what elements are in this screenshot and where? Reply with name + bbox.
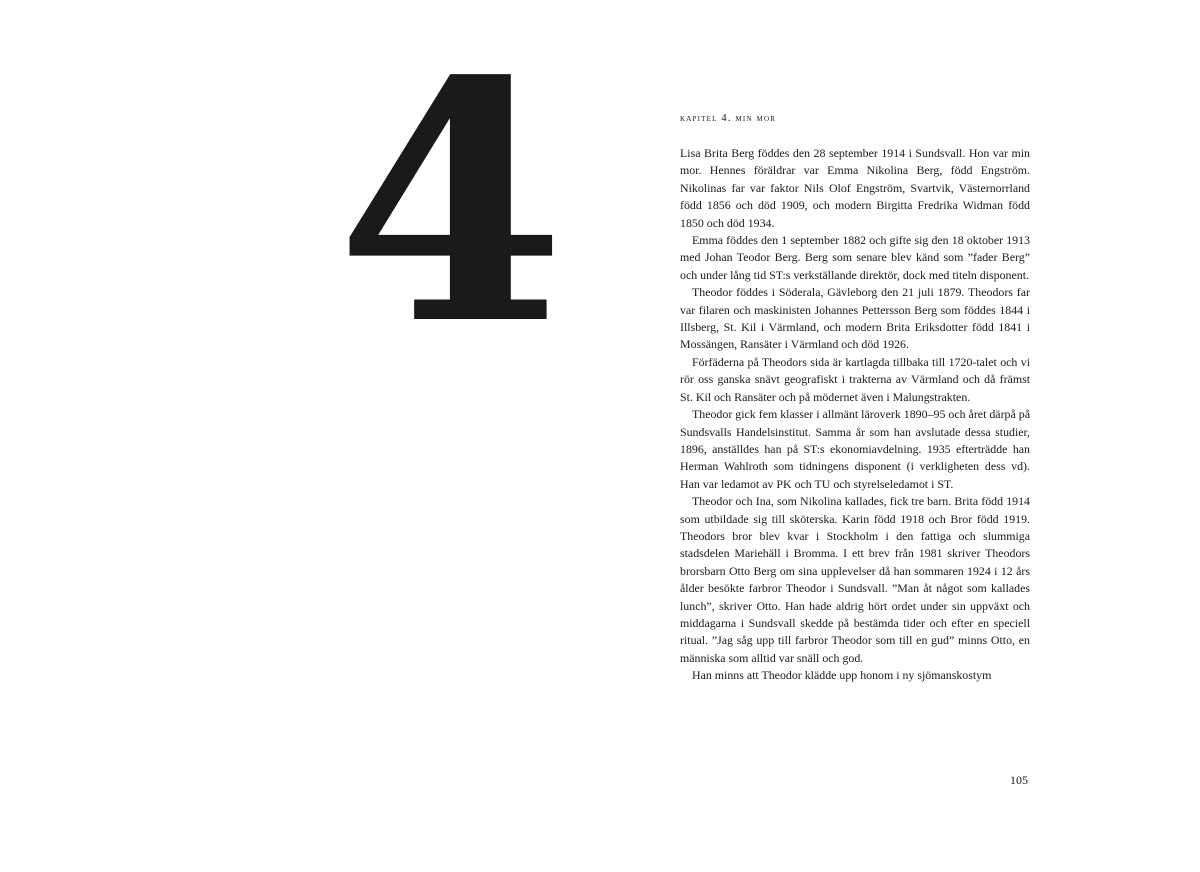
paragraph: Theodor och Ina, som Nikolina kallades, fick tre barn. Brita född 1914 som utbildade sig till sköterska. Karin född 1918 och Bror född 1919. Theodors bror blev kvar i Stockholm i den fattiga och slummiga stadsdelen Mariehäll i Bromma. I ett brev från 1981 skriver Theodors brorsbarn Otto Berg om sina upplevelser då han sommaren 1924 i 12 års ålder besökte farbror Theodor i Sundsvall. ”Man åt något som kallades lunch”, skriver Otto. Han hade aldrig hört ordet under sin uppväxt och middagarna i Sundsvall skedde på bestämda tider och efter en speciell ritual. ”Jag såg upp till farbror Theodor som till en gud” minns Otto, en människa som alltid var snäll och god.: [680, 494, 1030, 665]
paragraph: Theodor gick fem klasser i allmänt läroverk 1890–95 och året därpå på Sundsvalls Handelsinstitut. Samma år som han avslutade dessa studier, 1896, anställdes han på ST:s ekonomiavdelning. 1935 efterträdde han Herman Wahlroth som tidningens disponent (i verkligheten dess vd). Han var ledamot av PK och TU och styrelseledamot i ST.: [680, 407, 1030, 491]
right-page: [680, 112, 1030, 685]
body-text: [680, 145, 1030, 685]
chapter-number: 4: [336, 9, 560, 397]
paragraph: Lisa Brita Berg föddes den 28 september 1914 i Sundsvall. Hon var min mor. Hennes föräldrar var Emma Nikolina Berg, född Engström. Nikolinas far var faktor Nils Olof Engström, Svartvik, Västernorrland född 1856 och död 1909, och modern Birgitta Fredrika Widman född 1850 och död 1934.: [680, 146, 1030, 230]
page-number: 105: [1010, 773, 1028, 787]
paragraph: Han minns att Theodor klädde upp honom i ny sjömanskostym: [692, 668, 992, 683]
paragraph: Theodor föddes i Söderala, Gävleborg den 21 juli 1879. Theodors far var filaren och maskinisten Johannes Pettersson Berg som föddes 1844 i Illsberg, St. Kil i Värmland, och modern Brita Eriksdotter född 1841 i Mossängen, Ransäter i Värmland och död 1926.: [680, 285, 1030, 352]
paragraph: Emma föddes den 1 september 1882 och gifte sig den 18 oktober 1913 med Johan Teodor Berg. Berg som senare blev känd som ”fader Berg” och under lång tid ST:s verkställande direktör, dock med titeln disponent.: [680, 233, 1030, 282]
paragraph: Förfäderna på Theodors sida är kartlagda tillbaka till 1720-talet och vi rör oss ganska snävt geografiskt i trakterna av Värmland och då främst St. Kil och Ransäter och på mödernet även i Malungstrakten.: [680, 354, 1030, 404]
running-head: kapitel 4. min mor: [680, 113, 777, 124]
